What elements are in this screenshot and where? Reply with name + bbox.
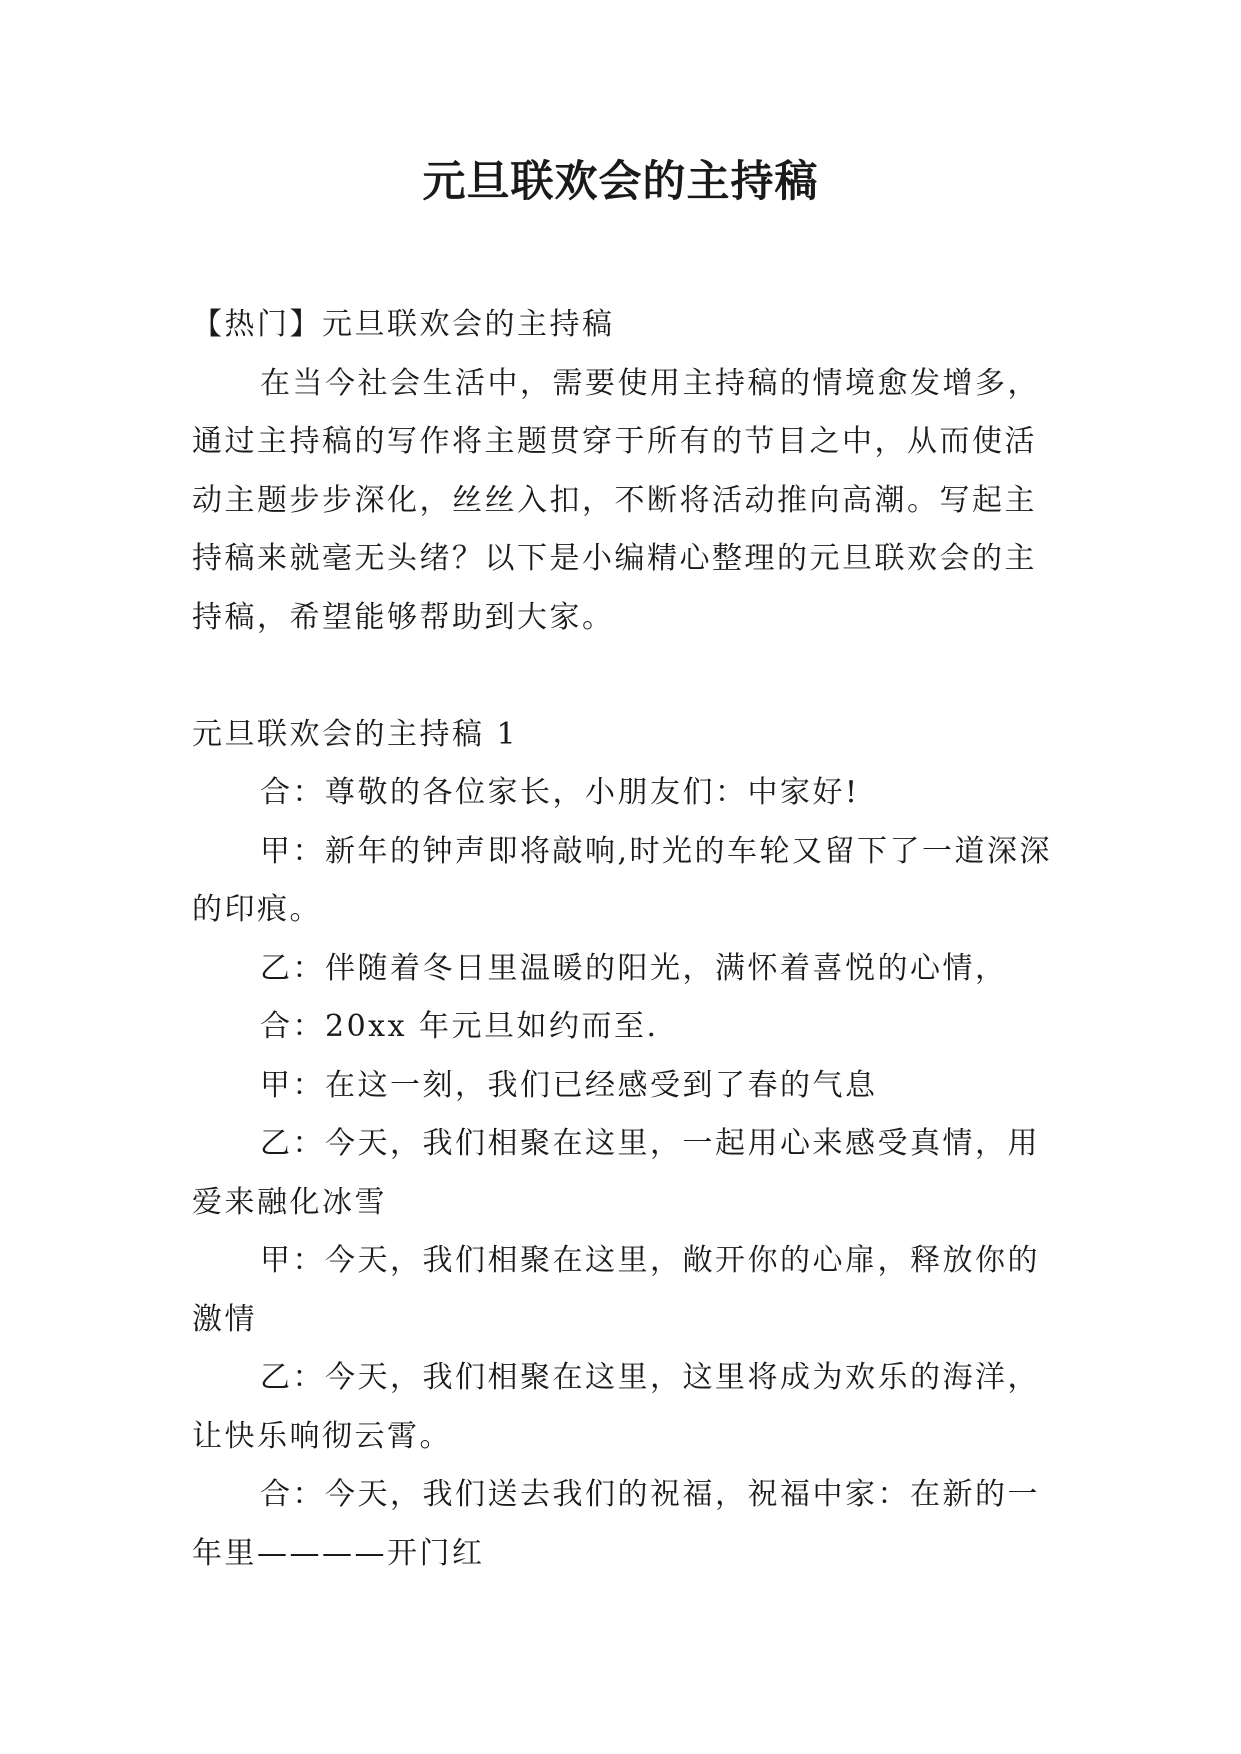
script-line: 甲：今天，我们相聚在这里，敞开你的心扉，释放你的激情 (192, 1243, 1040, 1337)
script-line: 合：今天，我们送去我们的祝福，祝福中家：在新的一年里————开门红 (192, 1477, 1040, 1571)
script-line: 乙：今天，我们相聚在这里，一起用心来感受真情，用爱来融化冰雪 (192, 1126, 1040, 1220)
document-body (192, 296, 1062, 1583)
section-heading: 元旦联欢会的主持稿 1 (192, 716, 519, 752)
script-line: 乙：伴随着冬日里温暖的阳光，满怀着喜悦的心情， (260, 950, 1008, 986)
document-title: 元旦联欢会的主持稿 (422, 157, 819, 207)
script-line: 乙：今天，我们相聚在这里，这里将成为欢乐的海洋，让快乐响彻云霄。 (192, 1360, 1040, 1454)
document-subtitle: 【热门】元旦联欢会的主持稿 (192, 307, 615, 342)
script-line: 甲：新年的钟声即将敲响,时光的车轮又留下了一道深深的印痕。 (192, 833, 1053, 927)
script-line: 合：20xx 年元旦如约而至. (260, 1009, 659, 1044)
intro-paragraph: 在当今社会生活中，需要使用主持稿的情境愈发增多，通过主持稿的写作将主题贯穿于所有的节目之中，从而使活动主题步步深化，丝丝入扣，不断将活动推向高潮。写起主持稿来就毫无头绪？以下是小编精心整理的元旦联欢会的主持稿，希望能够帮助到大家。 (192, 365, 1040, 635)
script-line: 甲：在这一刻，我们已经感受到了春的气息 (260, 1067, 878, 1103)
paragraph-spacer (192, 647, 1062, 706)
script-line: 合：尊敬的各位家长，小朋友们：中家好! (260, 775, 860, 810)
